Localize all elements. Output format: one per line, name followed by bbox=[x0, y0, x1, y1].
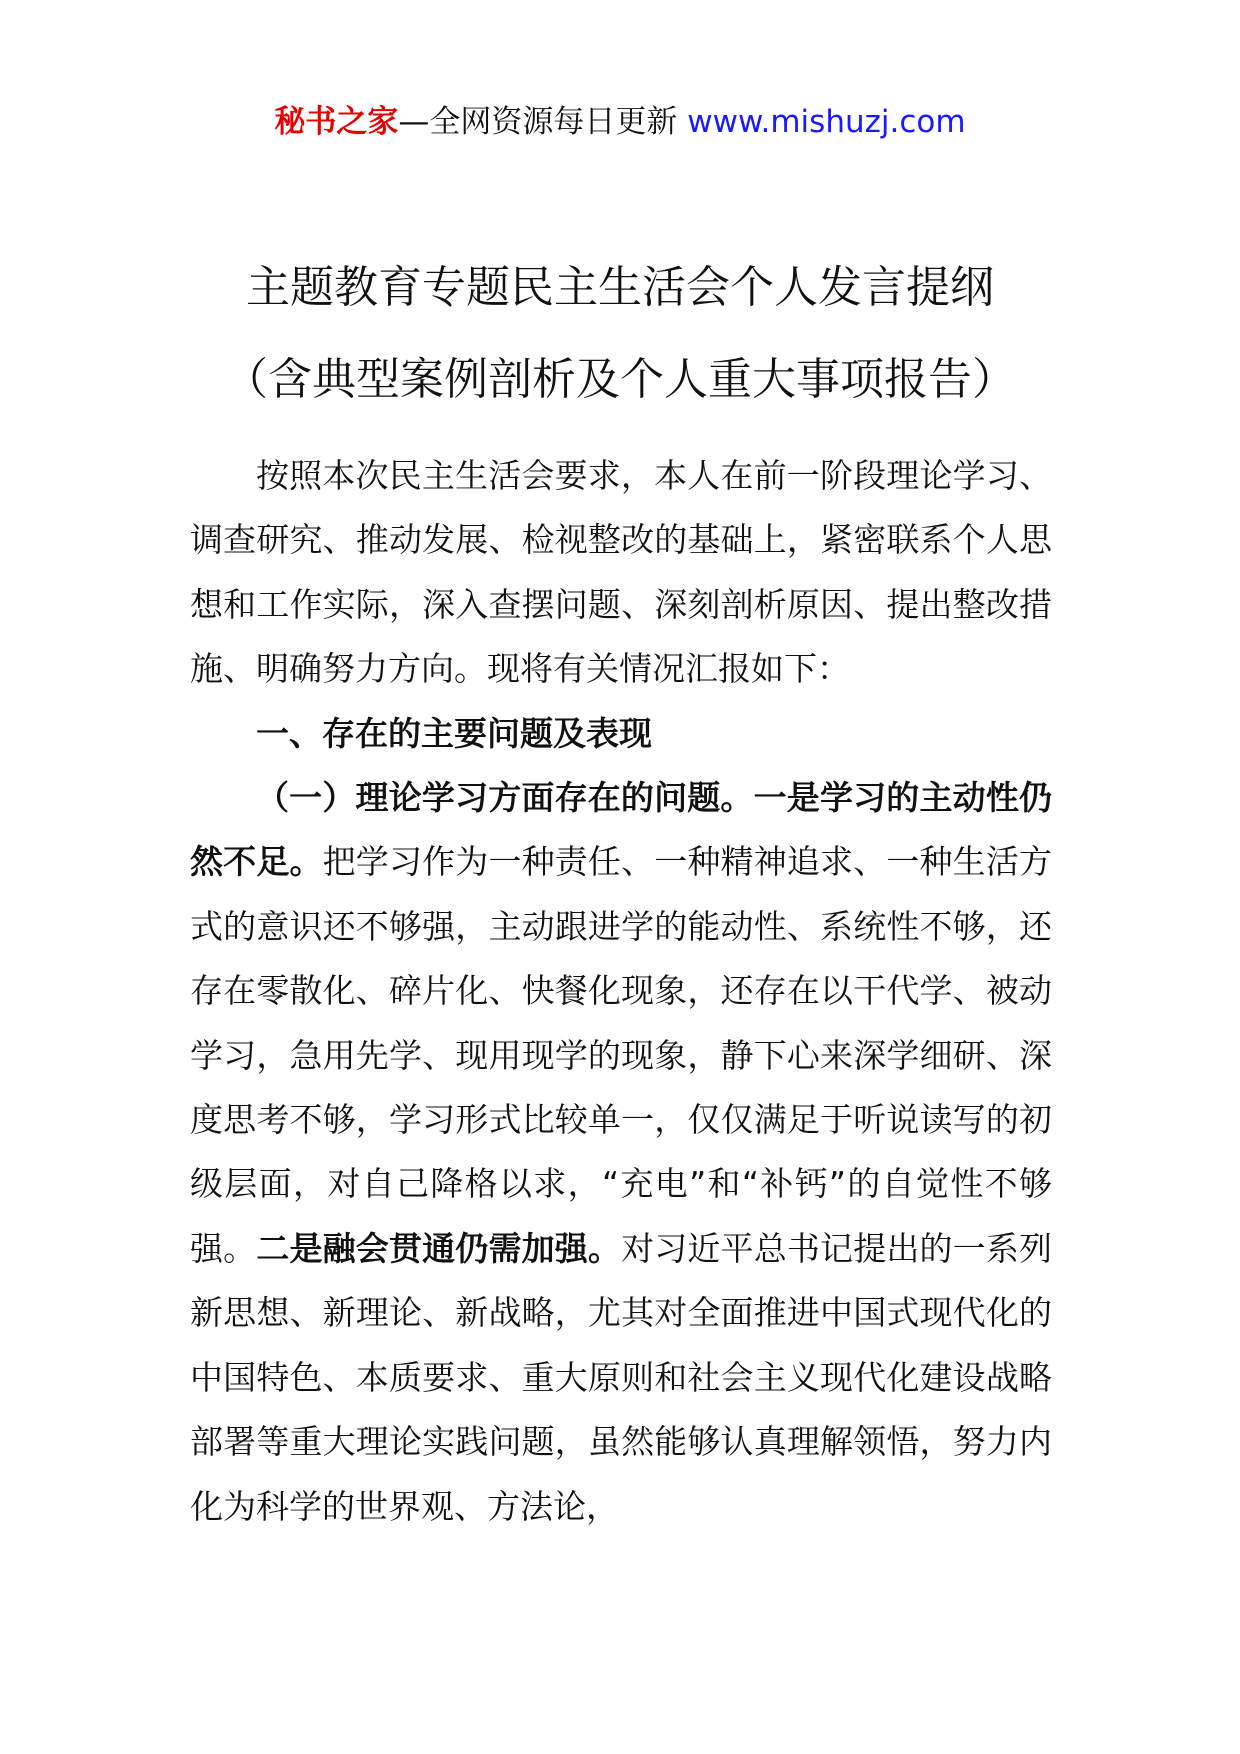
section-paragraph bbox=[190, 766, 1052, 1539]
point-one-text: 把学习作为一种责任、一种精神追求、一种生活方式的意识还不够强，主动跟进学的能动性、系统性不够，还存在零散化、碎片化、快餐化现象，还存在以干代学、被动学习，急用先学、现用现学的现象，静下心来深学细研、深度思考不够，学习形式比较单一，仅仅满足于听说读写的初级层面，对自己降格以求，“充电”和“补钙”的自觉性不够强。 bbox=[190, 842, 1053, 1268]
document-body bbox=[190, 444, 1052, 1539]
point-one-title: 一是学习的主动性仍然不足。 bbox=[190, 778, 1053, 882]
point-two-text: 对习近平总书记提出的一系列新思想、新理论、新战略，尤其对全面推进中国式现代化的中国特色、本质要求、重大原则和社会主义现代化建设战略部署等重大理论实践问题，虽然能够认真理解领悟，努力内化为科学的世界观、方法论， bbox=[190, 1228, 1053, 1526]
site-url[interactable]: www.mishuzj.com bbox=[687, 104, 966, 140]
site-header bbox=[0, 100, 1240, 144]
section-heading: 一、存在的主要问题及表现 bbox=[256, 713, 652, 753]
subsection-heading: （一）理论学习方面存在的问题。 bbox=[256, 778, 754, 818]
site-slogan: —全网资源每日更新 bbox=[398, 104, 678, 140]
document-subtitle: （含典型案例剖析及个人重大事项报告） bbox=[224, 354, 1016, 405]
intro-paragraph: 按照本次民主生活会要求，本人在前一阶段理论学习、调查研究、推动发展、检视整改的基础上，紧密联系个人思想和工作实际，深入查摆问题、深刻剖析原因、提出整改措施、明确努力方向。现将有关情况汇报如下： bbox=[190, 456, 1052, 689]
point-two-title: 二是融会贯通仍需加强。 bbox=[256, 1228, 622, 1268]
site-brand: 秘书之家 bbox=[274, 104, 399, 140]
document-title: 主题教育专题民主生活会个人发言提纲 bbox=[246, 262, 994, 313]
